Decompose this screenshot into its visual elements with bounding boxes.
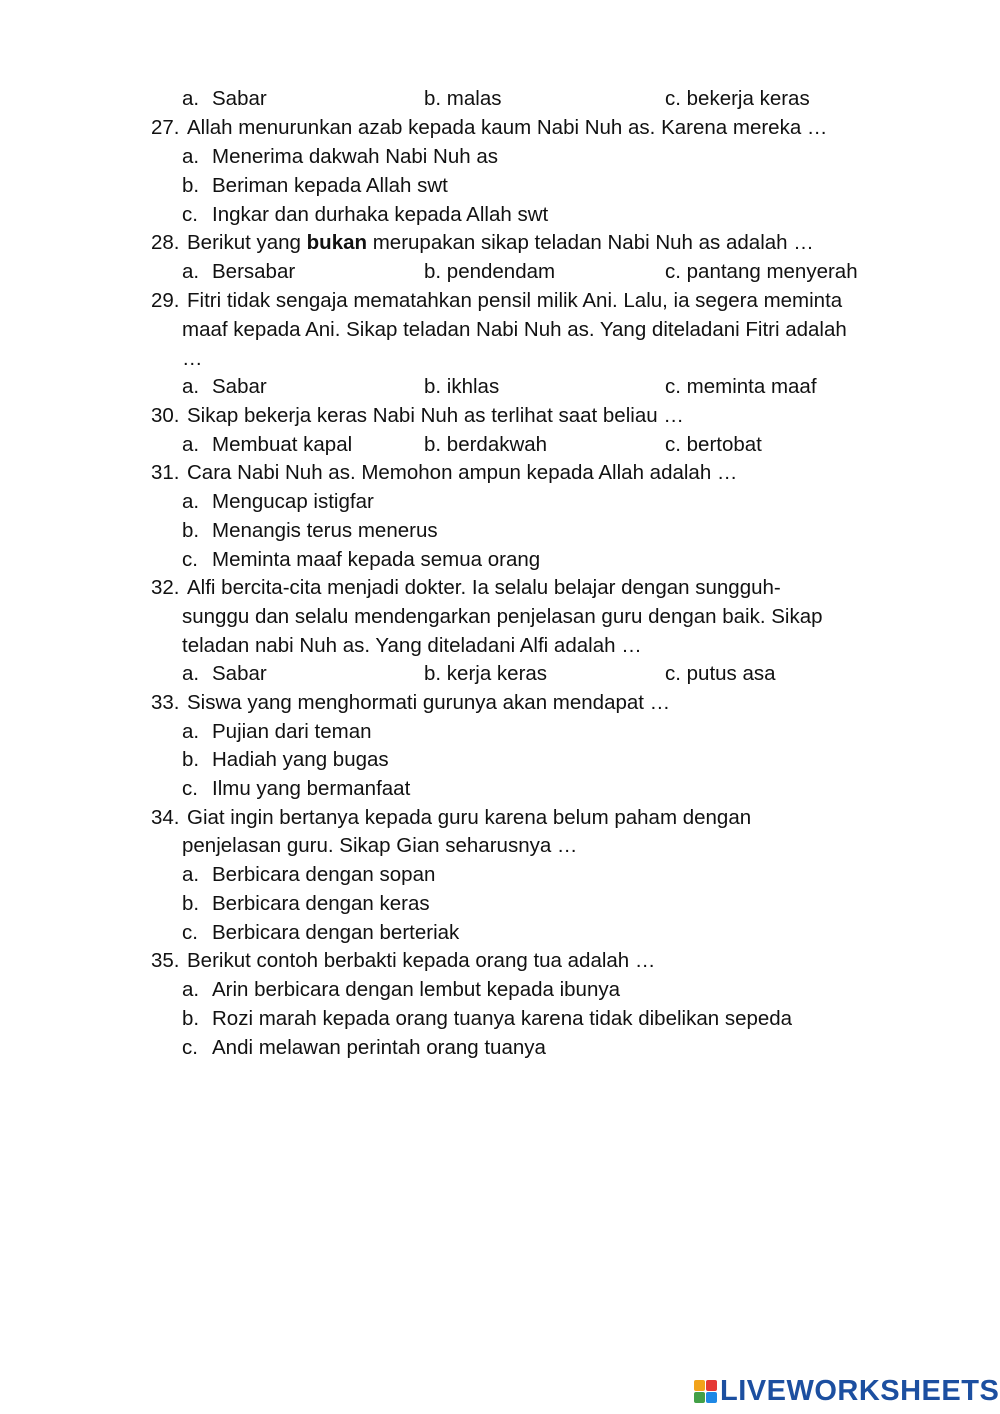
question-text: Berikut contoh berbakti kepada orang tua adalah … xyxy=(187,949,656,972)
question-number: 35. xyxy=(151,949,180,972)
option-text: Meminta maaf kepada semua orang xyxy=(212,548,541,571)
logo-text: LIVEWORKSHEETS xyxy=(720,1375,1000,1407)
option-a-text: Membuat kapal xyxy=(212,433,353,456)
option-text: Mengucap istigfar xyxy=(212,490,374,513)
list-item xyxy=(182,171,448,200)
question-30 xyxy=(151,401,684,430)
question-text: Siswa yang menghormati gurunya akan mendapat … xyxy=(187,691,671,714)
list-item xyxy=(182,774,410,803)
question-number: 34. xyxy=(151,806,180,829)
logo-block-icon xyxy=(694,1392,705,1403)
option-b: b. ikhlas xyxy=(424,375,500,398)
option-letter: b. xyxy=(182,748,200,771)
option-a-text: Sabar xyxy=(212,375,267,398)
options-row xyxy=(182,430,882,459)
option-text: Berbicara dengan sopan xyxy=(212,863,436,886)
option-letter: a. xyxy=(182,490,200,513)
option-letter: a. xyxy=(182,375,200,398)
question-text: Giat ingin bertanya kepada guru karena belum paham dengan xyxy=(187,806,752,829)
option-letter: a. xyxy=(182,260,200,283)
option-b: b. berdakwah xyxy=(424,433,548,456)
logo-block-icon xyxy=(694,1380,705,1391)
liveworksheets-logo xyxy=(694,1376,999,1406)
option-letter: a. xyxy=(182,662,200,685)
option-text: Ilmu yang bermanfaat xyxy=(212,777,411,800)
question-31 xyxy=(151,458,737,487)
question-35 xyxy=(151,946,655,975)
list-item xyxy=(182,918,459,947)
option-letter: b. xyxy=(182,1007,200,1030)
list-item xyxy=(182,200,548,229)
question-text-start: Berikut yang xyxy=(187,231,307,254)
question-text-continued: penjelasan guru. Sikap Gian seharusnya … xyxy=(182,834,578,857)
question-text-end: merupakan sikap teladan Nabi Nuh as adalah … xyxy=(367,231,814,254)
option-a-text: Sabar xyxy=(212,662,267,685)
question-34 xyxy=(151,803,751,832)
question-number: 32. xyxy=(151,576,180,599)
option-letter: c. xyxy=(182,1036,198,1059)
question-text-continued: … xyxy=(182,347,203,370)
option-c: c. meminta maaf xyxy=(665,375,817,398)
list-item xyxy=(182,545,540,574)
list-item xyxy=(182,142,498,171)
option-b: b. kerja keras xyxy=(424,662,548,685)
question-32 xyxy=(151,573,781,602)
option-c: c. bekerja keras xyxy=(665,87,810,110)
logo-block-icon xyxy=(706,1380,717,1391)
option-a-text: Bersabar xyxy=(212,260,296,283)
question-text-continued: teladan nabi Nuh as. Yang diteladani Alfi adalah … xyxy=(182,634,642,657)
question-text: Fitri tidak sengaja mematahkan pensil milik Ani. Lalu, ia segera meminta xyxy=(187,289,843,312)
question-text: Cara Nabi Nuh as. Memohon ampun kepada Allah adalah … xyxy=(187,461,738,484)
option-b: b. pendendam xyxy=(424,260,556,283)
option-letter: a. xyxy=(182,720,200,743)
options-row xyxy=(182,372,882,401)
option-text: Rozi marah kepada orang tuanya karena tidak dibelikan sepeda xyxy=(212,1007,793,1030)
logo-block-icon xyxy=(706,1392,717,1403)
option-text: Berbicara dengan keras xyxy=(212,892,430,915)
question-27 xyxy=(151,113,827,142)
option-c: c. bertobat xyxy=(665,433,762,456)
question-number: 31. xyxy=(151,461,180,484)
list-item xyxy=(182,487,374,516)
question-text: Allah menurunkan azab kepada kaum Nabi Nuh as. Karena mereka … xyxy=(187,116,828,139)
option-text: Beriman kepada Allah swt xyxy=(212,174,448,197)
option-letter: a. xyxy=(182,433,200,456)
option-letter: c. xyxy=(182,921,198,944)
option-c: c. pantang menyerah xyxy=(665,260,858,283)
option-letter: b. xyxy=(182,174,200,197)
logo-blocks-icon xyxy=(694,1380,717,1403)
option-c: c. putus asa xyxy=(665,662,776,685)
option-text: Menerima dakwah Nabi Nuh as xyxy=(212,145,498,168)
option-text: Menangis terus menerus xyxy=(212,519,438,542)
option-text: Berbicara dengan berteriak xyxy=(212,921,460,944)
question-number: 33. xyxy=(151,691,180,714)
question-number: 27. xyxy=(151,116,180,139)
option-letter: c. xyxy=(182,548,198,571)
option-letter: a. xyxy=(182,87,200,110)
question-number: 30. xyxy=(151,404,180,427)
option-text: Andi melawan perintah orang tuanya xyxy=(212,1036,546,1059)
list-item xyxy=(182,975,620,1004)
question-number: 28. xyxy=(151,231,180,254)
question-28 xyxy=(151,228,814,257)
list-item xyxy=(182,717,372,746)
options-row xyxy=(182,257,882,286)
option-letter: a. xyxy=(182,145,200,168)
option-text: Hadiah yang bugas xyxy=(212,748,389,771)
question-text-continued: maaf kepada Ani. Sikap teladan Nabi Nuh as. Yang diteladani Fitri adalah xyxy=(182,318,847,341)
option-text: Ingkar dan durhaka kepada Allah swt xyxy=(212,203,549,226)
list-item xyxy=(182,745,389,774)
list-item xyxy=(182,889,430,918)
list-item xyxy=(182,516,438,545)
question-text-bold: bukan xyxy=(306,231,368,254)
option-letter: b. xyxy=(182,519,200,542)
option-letter: c. xyxy=(182,203,198,226)
question-text-continued: sunggu dan selalu mendengarkan penjelasan guru dengan baik. Sikap xyxy=(182,605,823,628)
list-item xyxy=(182,1004,792,1033)
option-text: Arin berbicara dengan lembut kepada ibunya xyxy=(212,978,620,1001)
option-a-text: Sabar xyxy=(212,87,267,110)
option-text: Pujian dari teman xyxy=(212,720,372,743)
question-29 xyxy=(151,286,842,315)
question-number: 29. xyxy=(151,289,180,312)
option-letter: b. xyxy=(182,892,200,915)
option-letter: a. xyxy=(182,863,200,886)
option-letter: a. xyxy=(182,978,200,1001)
question-text: Sikap bekerja keras Nabi Nuh as terlihat saat beliau … xyxy=(187,404,684,427)
list-item xyxy=(182,1033,546,1062)
option-letter: c. xyxy=(182,777,198,800)
list-item xyxy=(182,860,435,889)
top-options-row xyxy=(182,84,882,113)
option-b: b. malas xyxy=(424,87,502,110)
options-row xyxy=(182,659,882,688)
question-text: Alfi bercita-cita menjadi dokter. Ia selalu belajar dengan sungguh- xyxy=(187,576,781,599)
question-33 xyxy=(151,688,670,717)
